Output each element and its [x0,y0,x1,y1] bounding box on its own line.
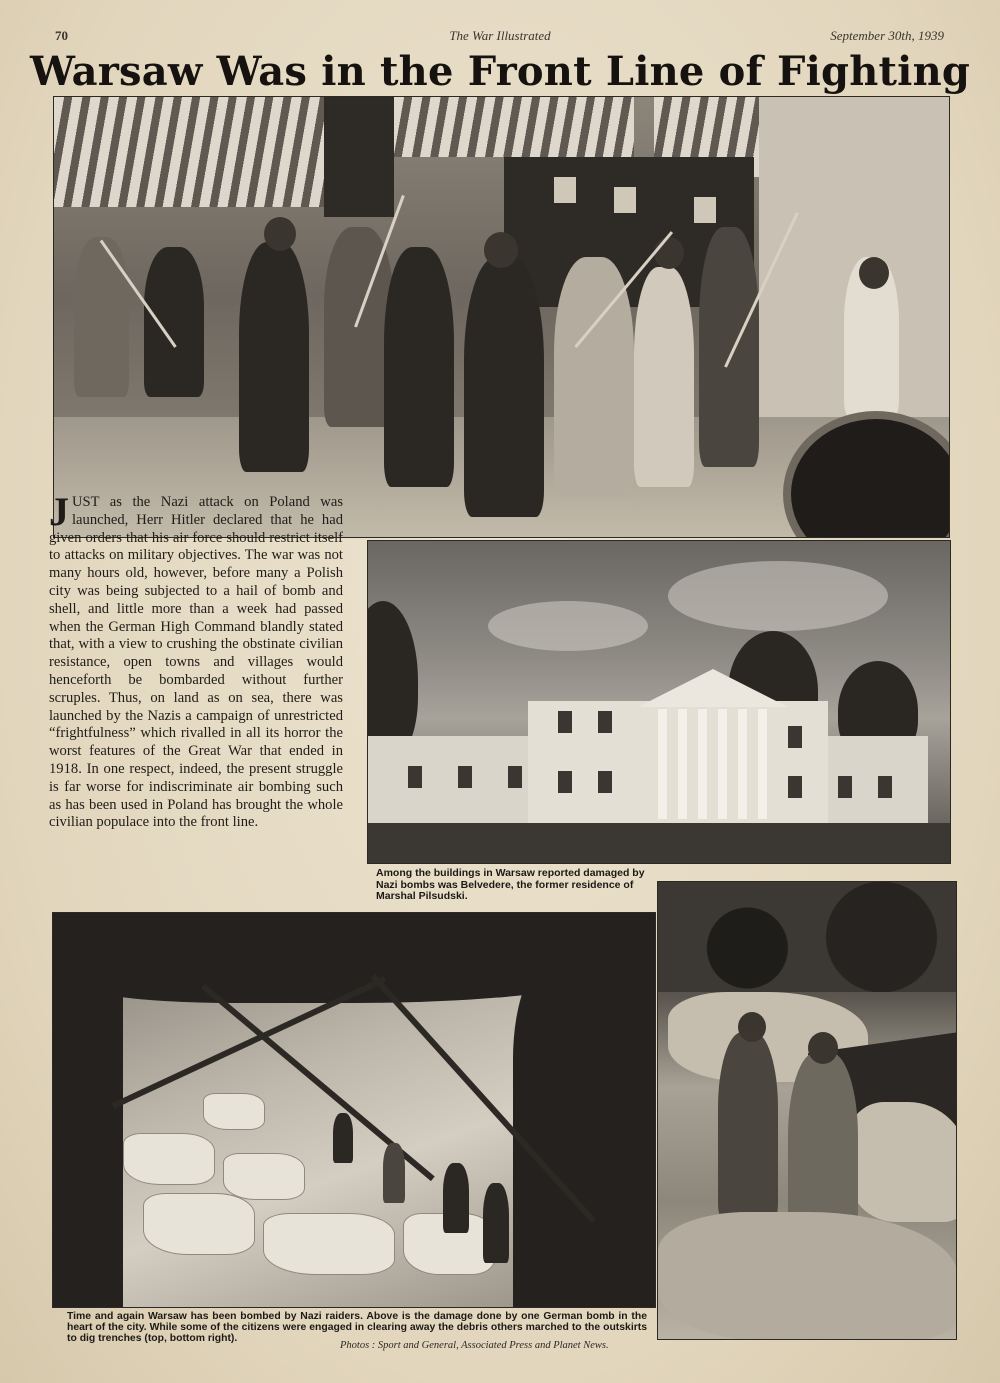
photo-belvedere-palace [367,540,951,864]
publication-name: The War Illustrated [449,28,551,43]
photo-bomb-damage [52,912,656,1308]
caption-belvedere: Among the buildings in Warsaw reported damaged by Nazi bombs was Belvedere, the former residence of Marshal Pilsudski. [376,867,645,902]
page-number: 70 [55,28,68,43]
caption-main: Time and again Warsaw has been bombed by Nazi raiders. Above is the damage done by one German bomb in the heart of the city. While some of the citizens were engaged in clearing away the debris others marched to the outskirts to dig trenches (top, bottom right). [67,1311,647,1344]
photo-credits: Photos : Sport and General, Associated Press and Planet News. [340,1340,609,1351]
drop-cap: J [49,489,69,534]
issue-date: September 30th, 1939 [830,28,944,43]
photo-trench-digging [657,881,957,1340]
article-body [49,489,343,832]
article-text: UST as the Nazi attack on Poland was launched, Herr Hitler declared that he had given orders that his air force should restrict itself to attacks on military objectives. The war was not many hours old, however, before many a Polish city was being subjected to a hail of bomb and shell, and little more than a week had passed when the German High Command blandly stated that, with a view to crushing the obstinate civilian resistance, open towns and villages would henceforth be bombarded without further scruples. Thus, on land as on sea, there was launched by the Nazis a campaign of unrestricted “frightfulness” which rivalled in all its horror the worst features of the Great War that ended in 1918. In one respect, indeed, the present struggle is far worse for indiscriminate air bombing such as has been used in Poland has brought the whole civilian populace into the front line. [49,494,343,831]
photo-marching-citizens [53,96,950,538]
page-title: Warsaw Was in the Front Line of Fighting [29,48,971,95]
